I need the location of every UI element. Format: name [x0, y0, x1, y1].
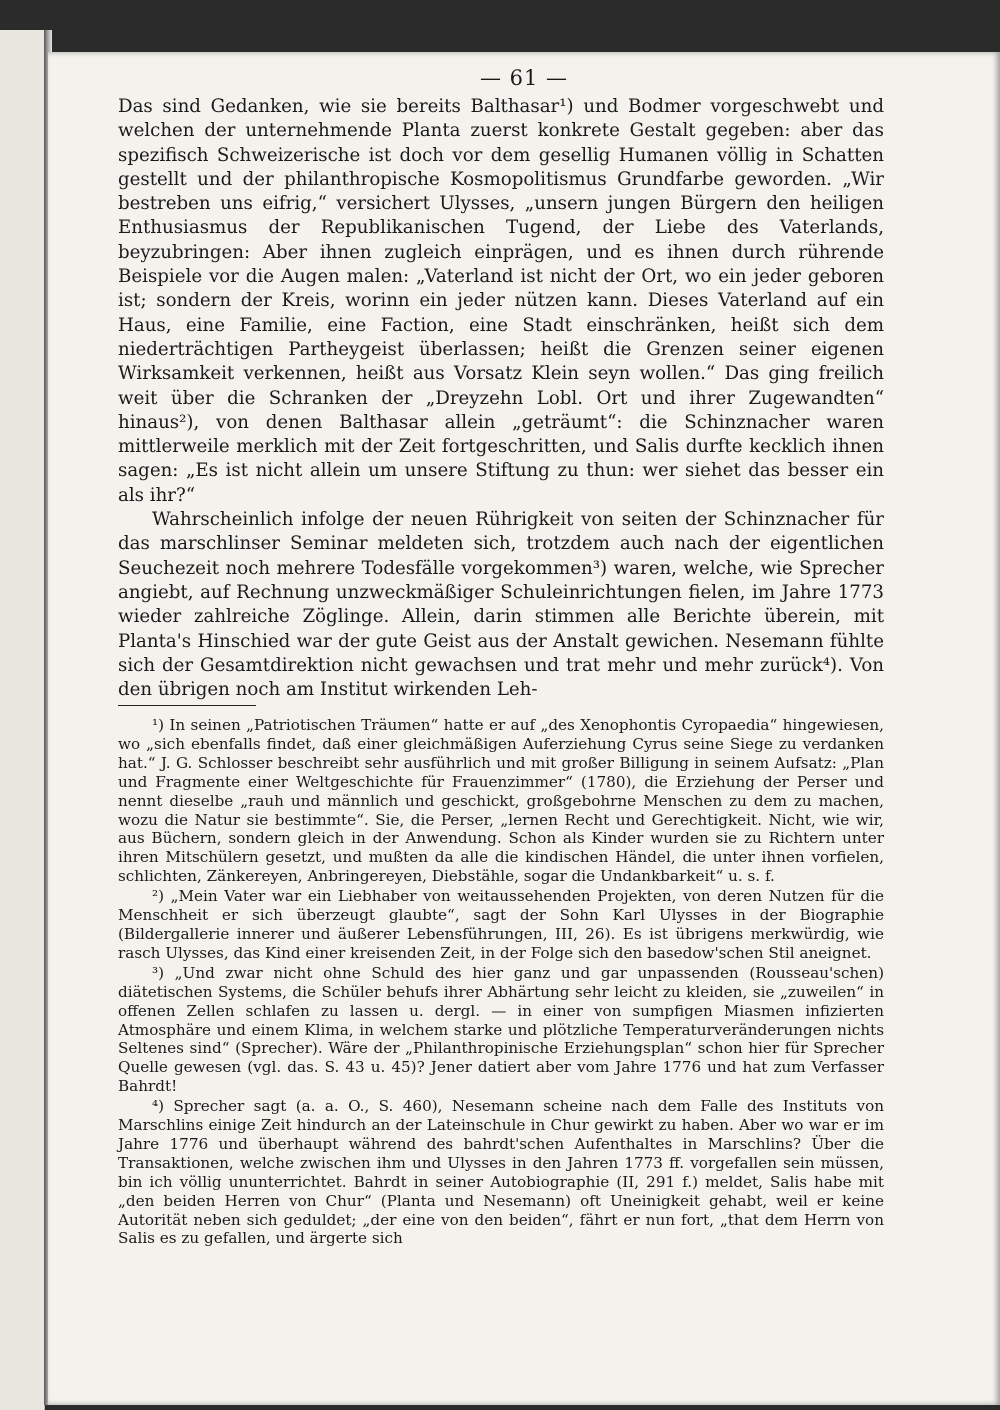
footnote-rule	[118, 705, 256, 706]
previous-page-edge	[0, 30, 45, 1410]
paragraph-2: Wahrscheinlich infolge der neuen Rührigkeit von seiten der Schinznacher für das marschlinser Seminar meldeten sich, trotzdem auch nach der eigentlichen Seuchezeit noch mehrere Todesfälle vorgekommen³) waren, welche, wie Sprecher angiebt, auf Rechnung unzweckmäßiger Schuleinrichtungen fielen, im Jahre 1773 wieder zahlreiche Zöglinge. Allein, darin stimmen alle Berichte überein, mit Planta's Hinschied war der gute Geist aus der Anstalt gewichen. Nesemann fühlte sich der Gesamtdirektion nicht gewachsen und trat mehr und mehr zurück⁴). Von den übrigen noch am Institut wirkenden Leh-	[118, 509, 884, 701]
footnote-4: ⁴) Sprecher sagt (a. a. O., S. 460), Nesemann scheine nach dem Falle des Instituts von Marschlins einige Zeit hindurch an der Lateinschule in Chur gewirkt zu haben. Aber wo war er im Jahre 1776 und überhaupt während des bahrdt'schen Aufenthaltes in Marschlins? Über die Transaktionen, welche zwischen ihm und Ulysses in den Jahren 1773 ff. vorgefallen sein müssen, bin ich völlig ununterrichtet. Bahrdt in seiner Autobiographie (II, 291 f.) meldet, Salis habe mit „den beiden Herren von Chur“ (Planta und Nesemann) oft Uneinigkeit gehabt, weil er keine Autorität neben sich geduldet; „der eine von den beiden“, fährt er nun fort, „that dem Herrn von Salis es zu gefallen, und ärgerte sich	[118, 1097, 884, 1248]
page-number: — 61 —	[479, 66, 569, 90]
footnotes	[118, 716, 884, 1248]
main-text	[118, 95, 884, 702]
book-page	[48, 52, 1000, 1405]
footnote-2: ²) „Mein Vater war ein Liebhaber von weitaussehenden Projekten, von deren Nutzen für die Menschheit er sich überzeugt glaubte“, sagt der Sohn Karl Ulysses in der Biographie (Bildergallerie innerer und äußerer Lebensführungen, III, 26). Es ist übrigens merkwürdig, wie rasch Ulysses, das Kind einer kreisenden Zeit, in der Folge sich den basedow'schen Stil aneignet.	[118, 887, 884, 962]
paragraph-1: Das sind Gedanken, wie sie bereits Balthasar¹) und Bodmer vorgeschwebt und welchen der unternehmende Planta zuerst konkrete Gestalt gegeben: aber das spezifisch Schweizerische ist doch vor dem gesellig Humanen völlig in Schatten gestellt und der philanthropische Kosmopolitismus Grundfarbe geworden. „Wir bestreben uns eifrig,“ versichert Ulysses, „unsern jungen Bürgern den heiligen Enthusiasmus der Republikanischen Tugend, der Liebe des Vaterlands, beyzubringen: Aber ihnen zugleich einprägen, und es ihnen durch rührende Beispiele vor die Augen malen: „Vaterland ist nicht der Ort, wo ein jeder geboren ist; sondern der Kreis, worinn ein jeder nützen kann. Dieses Vaterland auf ein Haus, eine Familie, eine Faction, eine Stadt einschränken, heißt sich dem niederträchtigen Partheygeist überlassen; heißt die Grenzen seiner eigenen Wirksamkeit verkennen, heißt aus Vorsatz Klein seyn wollen.“ Das ging freilich weit über die Schranken der „Dreyzehn Lobl. Ort und ihrer Zugewandten“ hinaus²), von denen Balthasar allein „geträumt“: die Schinznacher waren mittlerweile merklich mit der Zeit fortgeschritten, und Salis durfte kecklich ihnen sagen: „Es ist nicht allein um unsere Stiftung zu thun: wer siehet das besser ein als ihr?“	[118, 96, 884, 506]
footnote-3: ³) „Und zwar nicht ohne Schuld des hier ganz und gar unpassenden (Rousseau'schen) diätetischen Systems, die Schüler behufs ihrer Abhärtung sehr leicht zu kleiden, sie „zuweilen“ in offenen Zellen schlafen zu lassen u. dergl. — in einer von sumpfigen Miasmen infizierten Atmosphäre und einem Klima, in welchem starke und plötzliche Temperaturveränderungen nichts Seltenes sind“ (Sprecher). Wäre der „Philanthropinische Erziehungsplan“ schon hier für Sprecher Quelle gewesen (vgl. das. S. 43 u. 45)? Jener datiert aber vom Jahre 1776 und hat zum Verfasser Bahrdt!	[118, 963, 884, 1096]
footnote-1: ¹) In seinen „Patriotischen Träumen“ hatte er auf „des Xenophontis Cyropaedia“ hingewiesen, wo „sich ebenfalls findet, daß einer gleichmäßigen Auferziehung Cyrus seine Siege zu verdanken hat.“ J. G. Schlosser beschreibt sehr ausführlich und mit großer Billigung in seinem Aufsatz: „Plan und Fragmente einer Weltgeschichte für Frauenzimmer“ (1780), die Erziehung der Perser und nennt dieselbe „rauh und männlich und geschickt, großgebohrne Menschen zu dem zu machen, wozu die Natur sie bestimmte“. Sie, die Perser, „lernen Recht und Gerechtigkeit. Nicht, wie wir, aus Büchern, sondern gleich in der Anwendung. Schon als Kinder wurden sie zu Richtern unter ihren Mitschülern gesetzt, und mußten da alle die kindischen Händel, die unter ihnen vorfielen, schlichten, Zänkereyen, Anbringereyen, Diebstähle, sogar die Undankbarkeit“ u. s. f.	[118, 716, 884, 886]
